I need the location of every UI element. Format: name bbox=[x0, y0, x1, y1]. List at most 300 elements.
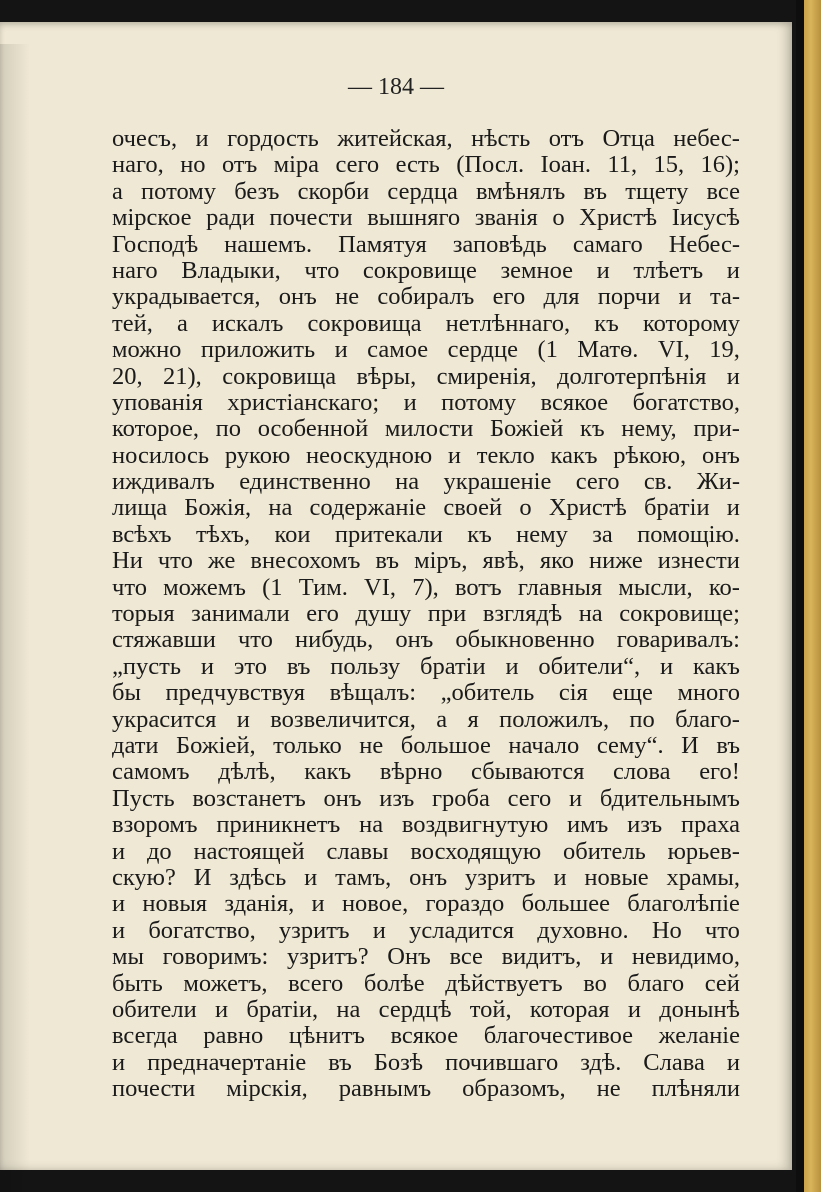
word: узритъ bbox=[278, 916, 350, 944]
word: явѣ, bbox=[482, 547, 525, 575]
word: Небес- bbox=[668, 230, 740, 258]
word: стяжавши bbox=[112, 626, 216, 654]
word: сокровище; bbox=[619, 600, 740, 628]
word: положилъ, bbox=[499, 705, 610, 733]
word: тлѣетъ bbox=[633, 256, 704, 284]
text-line bbox=[112, 997, 740, 1023]
word: взоромъ bbox=[112, 811, 198, 839]
text-line bbox=[112, 786, 740, 812]
word: говоримъ: bbox=[162, 943, 269, 971]
word: и bbox=[678, 283, 692, 311]
text-line bbox=[112, 443, 740, 469]
word: какъ bbox=[304, 758, 352, 786]
word: рѣкою, bbox=[613, 441, 687, 469]
word: собиралъ bbox=[377, 283, 475, 311]
word: можемъ bbox=[163, 573, 246, 601]
page-edge-shadow bbox=[796, 0, 804, 1192]
word: вотъ bbox=[454, 573, 502, 601]
word: имъ bbox=[567, 811, 609, 839]
word: вѣрно bbox=[379, 758, 443, 786]
word: можетъ, bbox=[183, 969, 268, 997]
word: а bbox=[436, 705, 448, 733]
word: внесохомъ bbox=[250, 547, 361, 575]
text-line bbox=[112, 390, 740, 416]
word: сердцѣ bbox=[378, 995, 452, 1023]
word: на bbox=[578, 600, 603, 628]
word: и bbox=[726, 362, 740, 390]
word: сбываются bbox=[471, 758, 585, 786]
word: Но bbox=[651, 916, 682, 944]
word: приложить bbox=[200, 336, 316, 364]
word: взглядѣ bbox=[482, 600, 563, 628]
word: нашемъ. bbox=[224, 230, 313, 258]
word: новыя bbox=[142, 890, 208, 918]
word: сей bbox=[704, 969, 740, 997]
word: притекали bbox=[334, 520, 443, 548]
word: всѣхъ bbox=[112, 520, 172, 548]
word: до bbox=[146, 837, 172, 865]
word: самаго bbox=[572, 230, 643, 258]
text-line bbox=[112, 522, 740, 548]
word: юрьев- bbox=[667, 837, 740, 865]
word: Христѣ bbox=[579, 204, 658, 232]
word: и bbox=[112, 916, 126, 944]
word: носилось bbox=[112, 441, 210, 469]
word: онъ bbox=[278, 283, 317, 311]
text-line bbox=[112, 232, 740, 258]
word: славы bbox=[326, 837, 389, 865]
word: помощію. bbox=[637, 520, 740, 548]
word: которая bbox=[529, 995, 610, 1023]
word: скую? bbox=[112, 863, 176, 891]
word: на bbox=[336, 995, 361, 1023]
word: ко- bbox=[708, 573, 740, 601]
word: зданія, bbox=[224, 890, 295, 918]
word: милости bbox=[384, 415, 474, 443]
word: самое bbox=[367, 336, 429, 364]
word: благолѣпіе bbox=[627, 890, 740, 918]
word: сія bbox=[558, 679, 588, 707]
text-line bbox=[112, 364, 740, 390]
word: видитъ, bbox=[501, 943, 582, 971]
word: плѣняли bbox=[651, 1075, 740, 1103]
word: особенной bbox=[257, 415, 369, 443]
word: Пусть bbox=[112, 784, 175, 812]
word: равно bbox=[203, 1022, 264, 1050]
word: наго, bbox=[112, 151, 164, 179]
text-line bbox=[112, 707, 740, 733]
word: самомъ bbox=[112, 758, 190, 786]
text-line bbox=[112, 1050, 740, 1076]
word: смиренія, bbox=[436, 362, 537, 390]
word: что bbox=[304, 256, 340, 284]
word: къ bbox=[467, 520, 492, 548]
word: что bbox=[157, 547, 193, 575]
word: здѣсь bbox=[229, 863, 287, 891]
word: тамъ, bbox=[335, 863, 392, 891]
word: почившаго bbox=[445, 1048, 559, 1076]
word: и bbox=[596, 256, 610, 284]
word: праха bbox=[680, 811, 740, 839]
word: въ bbox=[716, 731, 740, 759]
word: въ bbox=[328, 1048, 352, 1076]
book-cover-edge bbox=[804, 0, 821, 1192]
word: возвеличится, bbox=[270, 705, 416, 733]
book-page bbox=[0, 22, 792, 1170]
text-line bbox=[112, 495, 740, 521]
word: и bbox=[569, 784, 583, 812]
word: цѣнитъ bbox=[288, 1022, 365, 1050]
word: почести bbox=[269, 204, 353, 232]
word: сего bbox=[335, 151, 380, 179]
word: тей, bbox=[112, 309, 153, 337]
word: богатство, bbox=[148, 916, 256, 944]
word: отъ bbox=[548, 125, 584, 152]
word: онъ bbox=[395, 626, 434, 654]
word: Тим. bbox=[298, 573, 348, 601]
word: предчувствуя bbox=[165, 679, 306, 707]
word: новые bbox=[584, 863, 649, 891]
word: неоскудною bbox=[306, 441, 433, 469]
word: къ bbox=[594, 309, 619, 337]
text-line bbox=[112, 416, 740, 442]
word: 11, bbox=[607, 151, 638, 179]
word: пользу bbox=[330, 652, 401, 680]
word: упованія bbox=[112, 388, 203, 416]
body-text bbox=[112, 126, 740, 1102]
word: міръ, bbox=[414, 547, 468, 575]
word: и bbox=[726, 1048, 740, 1076]
word: изнести bbox=[657, 547, 740, 575]
word: и bbox=[304, 863, 318, 891]
word: потому bbox=[141, 177, 217, 205]
word: сему“. bbox=[596, 731, 664, 759]
word: храмы, bbox=[666, 863, 740, 891]
word: донынѣ bbox=[659, 995, 740, 1023]
word: и bbox=[660, 652, 674, 680]
word: какъ bbox=[550, 441, 598, 469]
word: та- bbox=[709, 283, 740, 311]
word: все bbox=[706, 177, 740, 205]
word: въ bbox=[286, 652, 311, 680]
word: вѣры, bbox=[356, 362, 417, 390]
word: нему bbox=[516, 520, 568, 548]
word: текло bbox=[476, 441, 535, 469]
text-line bbox=[112, 627, 740, 653]
word: занимали bbox=[191, 600, 290, 628]
word: за bbox=[592, 520, 613, 548]
word: братіи bbox=[643, 494, 710, 522]
word: богатство, bbox=[632, 388, 740, 416]
word: вѣщалъ: bbox=[329, 679, 417, 707]
word: вышняго bbox=[367, 204, 461, 232]
word: и bbox=[372, 916, 386, 944]
word: украшеніе bbox=[443, 468, 552, 496]
word: изъ bbox=[627, 811, 663, 839]
word: лища bbox=[112, 494, 168, 522]
word: сего bbox=[507, 784, 552, 812]
text-line bbox=[112, 126, 740, 152]
word: VI, bbox=[657, 336, 690, 364]
word: ниже bbox=[589, 547, 643, 575]
word: 20, bbox=[112, 362, 143, 390]
word: слова bbox=[613, 758, 671, 786]
text-line bbox=[112, 1076, 740, 1102]
word: дѣйствуетъ bbox=[445, 969, 563, 997]
word: сокровище bbox=[362, 256, 477, 284]
word: что bbox=[704, 916, 740, 944]
word: для bbox=[543, 283, 580, 311]
text-line bbox=[112, 205, 740, 231]
word: по bbox=[629, 705, 655, 733]
word: которому bbox=[642, 309, 740, 337]
word: и bbox=[215, 995, 229, 1023]
word: и bbox=[600, 943, 614, 971]
word: заповѣдь bbox=[452, 230, 547, 258]
word: дѣлѣ, bbox=[218, 758, 276, 786]
word: онъ bbox=[323, 784, 362, 812]
word: по bbox=[215, 415, 242, 443]
word: на bbox=[359, 811, 384, 839]
word: главныя bbox=[517, 573, 603, 601]
word: есть bbox=[395, 151, 440, 179]
word: только bbox=[273, 731, 342, 759]
text-line bbox=[112, 891, 740, 917]
word: не bbox=[596, 1075, 621, 1103]
word: 21), bbox=[163, 362, 202, 390]
word: что bbox=[112, 573, 147, 601]
word: восходящую bbox=[410, 837, 542, 865]
word: долготерпѣнія bbox=[556, 362, 707, 390]
word: 19, bbox=[709, 336, 740, 364]
word: Жи- bbox=[696, 468, 740, 496]
word: большое bbox=[400, 731, 491, 759]
word: невидимо, bbox=[631, 943, 740, 971]
word: во bbox=[583, 969, 607, 997]
word: Христѣ bbox=[548, 494, 627, 522]
text-line bbox=[112, 759, 740, 785]
word: братіи bbox=[420, 652, 486, 680]
word: Ни bbox=[112, 547, 143, 575]
word: ради bbox=[206, 204, 255, 232]
word: говаривалъ: bbox=[616, 626, 740, 654]
word: онъ bbox=[409, 863, 448, 891]
text-line bbox=[112, 944, 740, 970]
word: которое, bbox=[112, 415, 200, 443]
word: большее bbox=[521, 890, 610, 918]
word: при bbox=[427, 600, 467, 628]
word: и bbox=[553, 863, 567, 891]
text-line bbox=[112, 733, 740, 759]
word: и bbox=[112, 1048, 126, 1076]
word: гораздо bbox=[425, 890, 505, 918]
text-line bbox=[112, 812, 740, 838]
text-line bbox=[112, 680, 740, 706]
word: сокровища bbox=[222, 362, 337, 390]
word: не bbox=[335, 283, 360, 311]
word: всякое bbox=[540, 388, 609, 416]
word: благочестивое bbox=[483, 1022, 634, 1050]
word: изъ bbox=[379, 784, 415, 812]
word: а bbox=[176, 309, 188, 337]
word: 15, bbox=[653, 151, 685, 179]
word: новое, bbox=[341, 890, 409, 918]
text-line bbox=[112, 548, 740, 574]
word: и bbox=[726, 494, 740, 522]
word: узритъ bbox=[464, 863, 536, 891]
word: И bbox=[193, 863, 212, 891]
word: И bbox=[681, 731, 699, 759]
word: обитель bbox=[562, 837, 646, 865]
word: нибудь, bbox=[295, 626, 374, 654]
word: обители bbox=[112, 995, 197, 1023]
word: при- bbox=[693, 415, 740, 443]
word: украсится bbox=[112, 705, 217, 733]
word: быть bbox=[112, 969, 163, 997]
word: (Посл. bbox=[456, 151, 525, 179]
word: его bbox=[492, 283, 526, 311]
word: порчи bbox=[597, 283, 661, 311]
word: образомъ, bbox=[462, 1075, 566, 1103]
word: настоящей bbox=[193, 837, 305, 865]
word: и bbox=[403, 388, 417, 416]
word: своей bbox=[443, 494, 503, 522]
word: и bbox=[505, 652, 519, 680]
text-line bbox=[112, 311, 740, 337]
word: воздвигнутую bbox=[401, 811, 549, 839]
gutter-shadow bbox=[0, 44, 30, 1192]
word: тщету bbox=[625, 177, 689, 205]
word: тѣхъ, bbox=[195, 520, 251, 548]
text-line bbox=[112, 839, 740, 865]
word: сокровища bbox=[307, 309, 422, 337]
word: благо- bbox=[675, 705, 740, 733]
word: на bbox=[268, 494, 293, 522]
text-line bbox=[112, 971, 740, 997]
word: все bbox=[449, 943, 483, 971]
word: бы bbox=[112, 679, 141, 707]
word: какъ bbox=[692, 652, 740, 680]
word: (1 bbox=[262, 573, 283, 601]
word: нему, bbox=[621, 415, 677, 443]
word: о bbox=[552, 204, 565, 232]
word: скорби bbox=[297, 177, 370, 205]
page-number: — 184 — bbox=[348, 74, 444, 100]
word: мірское bbox=[112, 204, 192, 232]
word: усладится bbox=[409, 916, 515, 944]
word: предначертаніе bbox=[147, 1048, 307, 1076]
word: Господѣ bbox=[112, 230, 199, 258]
word: и bbox=[447, 441, 462, 469]
word: въ bbox=[583, 177, 608, 205]
text-line bbox=[112, 654, 740, 680]
word: сего bbox=[575, 468, 620, 496]
word: душу bbox=[355, 600, 412, 628]
word: я bbox=[467, 705, 479, 733]
word: братіи, bbox=[246, 995, 319, 1023]
text-line bbox=[112, 601, 740, 627]
word: вмѣнялъ bbox=[476, 177, 566, 205]
word: еще bbox=[612, 679, 653, 707]
word: Божіей, bbox=[176, 731, 256, 759]
word: и bbox=[195, 125, 209, 152]
word: иждивалъ bbox=[112, 468, 215, 496]
text-line bbox=[112, 179, 740, 205]
word: нѣсть bbox=[471, 125, 531, 152]
word: и bbox=[236, 705, 250, 733]
word: на bbox=[395, 468, 420, 496]
word: и bbox=[112, 837, 126, 865]
word: и bbox=[334, 336, 348, 364]
word: рукою bbox=[224, 441, 291, 469]
word: болѣе bbox=[363, 969, 425, 997]
text-line bbox=[112, 575, 740, 601]
word: обыкновенно bbox=[455, 626, 595, 654]
word: званія bbox=[474, 204, 538, 232]
word: его! bbox=[699, 758, 740, 786]
word: благо bbox=[627, 969, 685, 997]
word: Іисусѣ bbox=[671, 204, 740, 232]
word: обители“, bbox=[538, 652, 641, 680]
word: равнымъ bbox=[338, 1075, 432, 1103]
word: узритъ? bbox=[287, 943, 369, 971]
word: міра bbox=[273, 151, 320, 179]
word: всякое bbox=[390, 1022, 459, 1050]
word: VI, bbox=[364, 573, 397, 601]
word: Памятуя bbox=[338, 230, 427, 258]
word: и bbox=[200, 652, 214, 680]
word: начало bbox=[508, 731, 580, 759]
word: 7), bbox=[412, 573, 439, 601]
word: очесъ, bbox=[112, 125, 178, 152]
word: яко bbox=[539, 547, 574, 575]
word: Слава bbox=[643, 1048, 705, 1076]
word: „пусть bbox=[112, 652, 181, 680]
text-line bbox=[112, 337, 740, 363]
word: житейская, bbox=[337, 125, 453, 152]
word: „обитель bbox=[440, 679, 535, 707]
word: же bbox=[207, 547, 236, 575]
word: гордость bbox=[227, 125, 319, 152]
word: всего bbox=[288, 969, 344, 997]
word: Владыки, bbox=[181, 256, 281, 284]
word: духовно. bbox=[537, 916, 629, 944]
word: Бозѣ bbox=[373, 1048, 424, 1076]
word: Божіей bbox=[489, 415, 564, 443]
word: безъ bbox=[234, 177, 280, 205]
word: что bbox=[237, 626, 273, 654]
word: сердца bbox=[387, 177, 458, 205]
word: содержаніе bbox=[309, 494, 427, 522]
word: мысли, bbox=[618, 573, 693, 601]
word: дати bbox=[112, 731, 159, 759]
word: здѣ. bbox=[580, 1048, 622, 1076]
word: и bbox=[726, 256, 740, 284]
word: мы bbox=[112, 943, 144, 971]
word: отъ bbox=[221, 151, 258, 179]
word: мірскія, bbox=[226, 1075, 308, 1103]
word: и bbox=[627, 995, 641, 1023]
word: всегда bbox=[112, 1022, 178, 1050]
word: въ bbox=[375, 547, 400, 575]
word: потому bbox=[441, 388, 517, 416]
word: почести bbox=[112, 1075, 196, 1103]
word: но bbox=[180, 151, 206, 179]
word: о bbox=[519, 494, 532, 522]
word: Божія, bbox=[184, 494, 252, 522]
word: желаніе bbox=[658, 1022, 740, 1050]
text-line bbox=[112, 284, 740, 310]
